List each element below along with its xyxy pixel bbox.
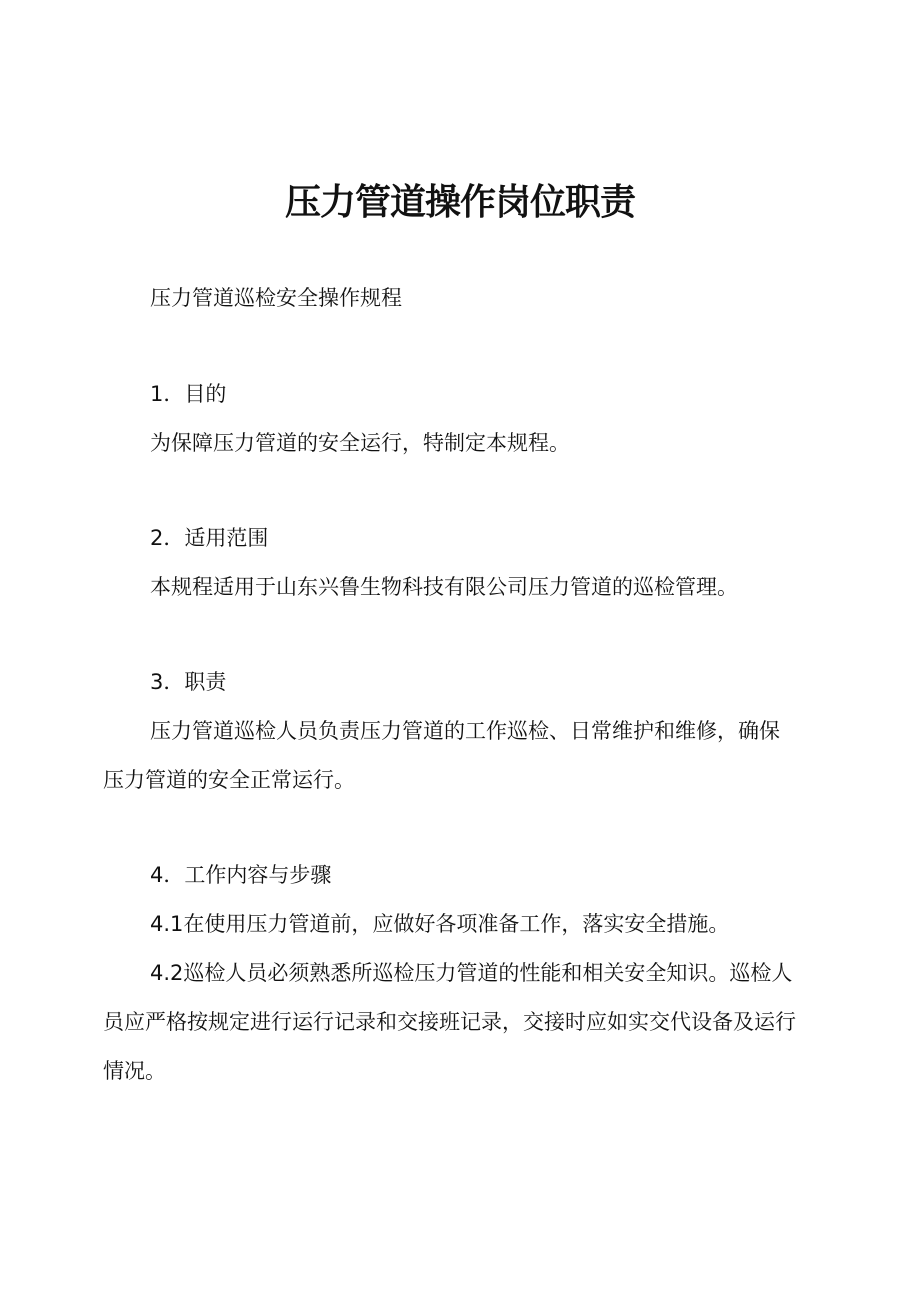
paragraph-line: 压力管道的安全正常运行。 <box>103 768 355 792</box>
paragraph-line: 为保障压力管道的安全运行，特制定本规程。 <box>150 431 570 455</box>
paragraph-line: 4.1在使用压力管道前，应做好各项准备工作，落实安全措施。 <box>150 912 730 936</box>
section-heading-purpose: 1．目的 <box>150 382 227 406</box>
paragraph-line: 4.2巡检人员必须熟悉所巡检压力管道的性能和相关安全知识。巡检人 <box>150 961 793 985</box>
section-heading-scope: 2．适用范围 <box>150 526 269 550</box>
document-title: 压力管道操作岗位职责 <box>284 182 635 223</box>
section-heading-duties: 3．职责 <box>150 670 227 694</box>
paragraph-line: 压力管道巡检人员负责压力管道的工作巡检、日常维护和维修，确保 <box>150 719 780 743</box>
paragraph-line: 情况。 <box>103 1059 166 1083</box>
paragraph-line: 本规程适用于山东兴鲁生物科技有限公司压力管道的巡检管理。 <box>150 575 738 599</box>
paragraph-line: 员应严格按规定进行运行记录和交接班记录，交接时应如实交代设备及运行 <box>103 1010 796 1034</box>
section-heading-work-content: 4．工作内容与步骤 <box>150 863 332 887</box>
subtitle: 压力管道巡检安全操作规程 <box>150 286 402 310</box>
